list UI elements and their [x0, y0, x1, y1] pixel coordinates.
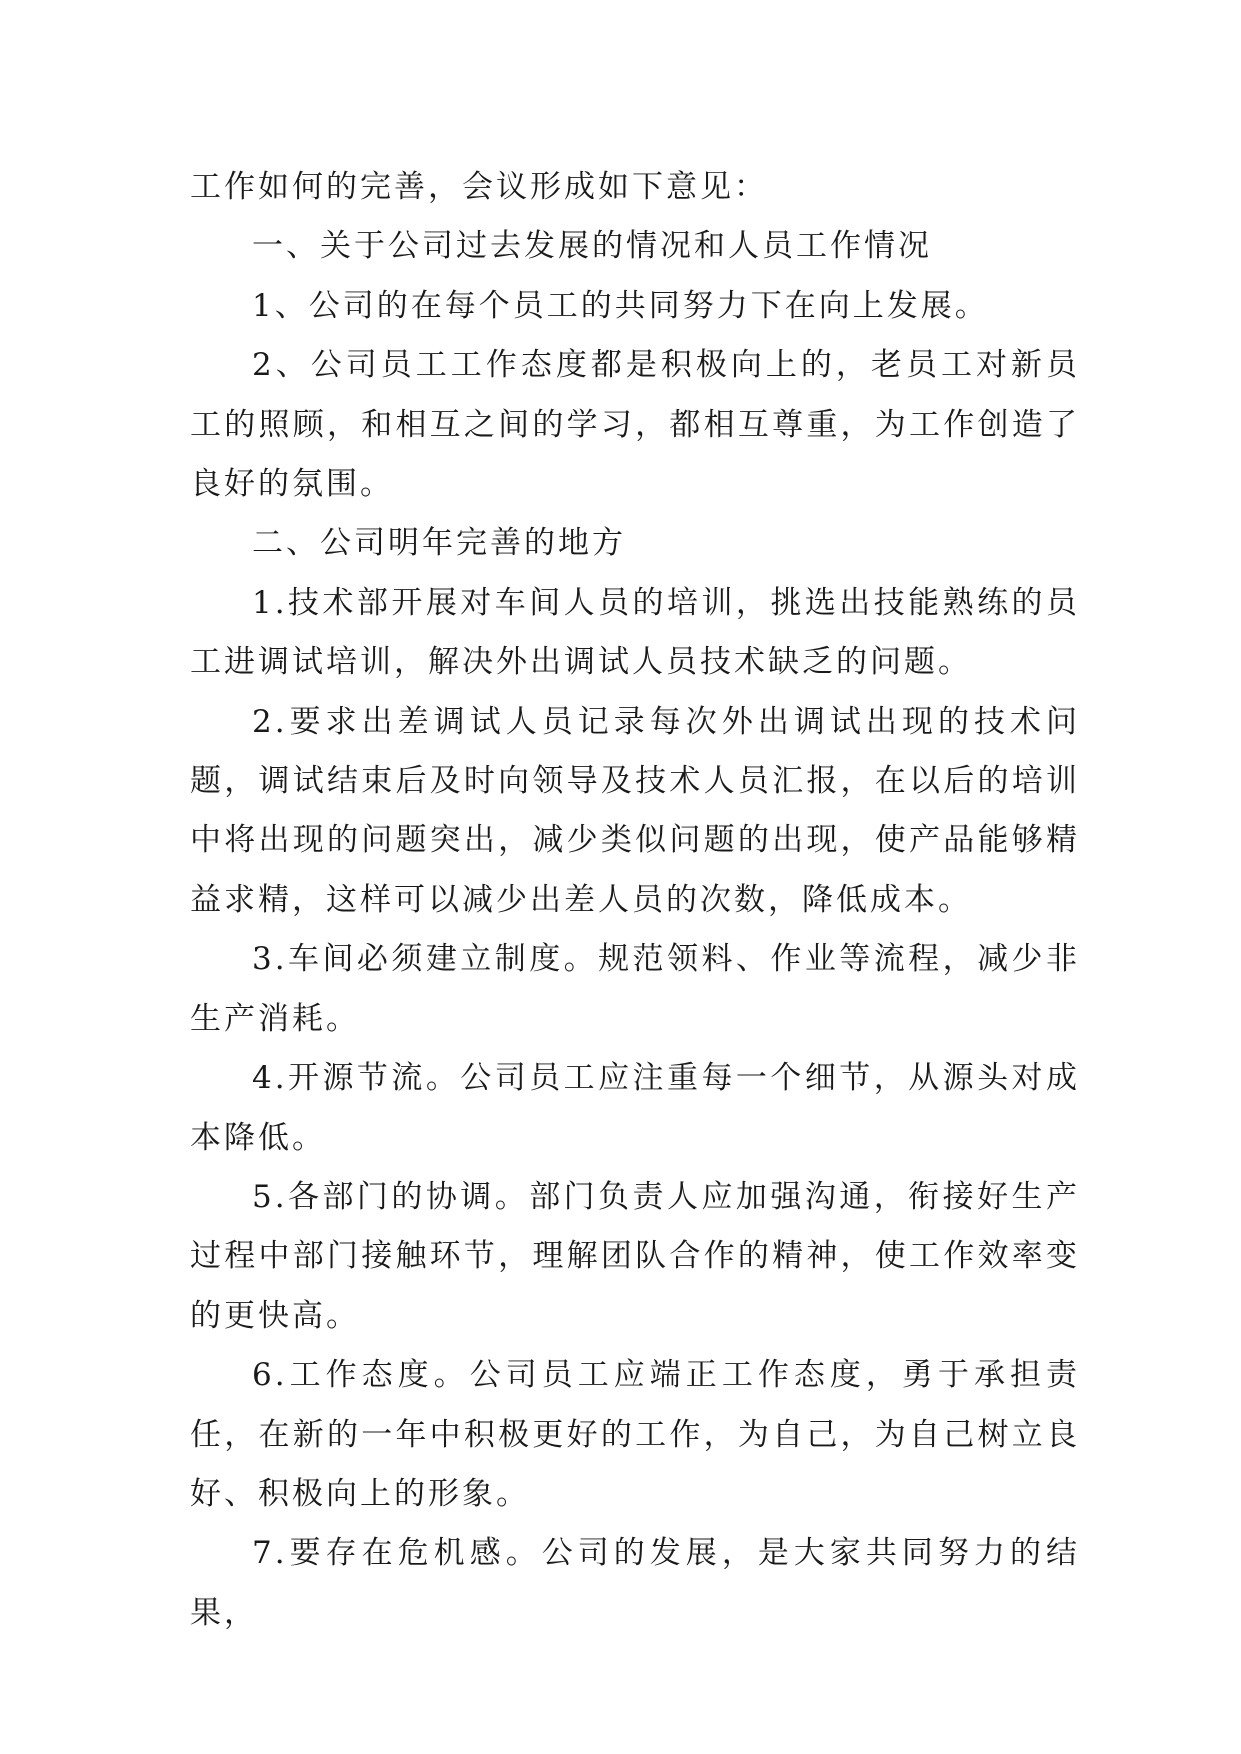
list-item-2-5: 5.各部门的协调。部门负责人应加强沟通，衔接好生产过程中部门接触环节，理解团队合作的精神，使工作效率变的更快高。 — [190, 1178, 1080, 1334]
list-item-1-2: 2、公司员工工作态度都是积极向上的，老员工对新员工的照顾，和相互之间的学习，都相互尊重，为工作创造了良好的氛围。 — [190, 347, 1080, 503]
document-body — [190, 158, 1080, 1643]
list-item-2-6: 6.工作态度。公司员工应端正工作态度，勇于承担责任，在新的一年中积极更好的工作，为自己，为自己树立良好、积极向上的形象。 — [190, 1357, 1080, 1512]
paragraph-intro: 工作如何的完善，会议形成如下意见： — [190, 169, 768, 205]
list-item-1-1: 1、公司的在每个员工的共同努力下在向上发展。 — [252, 287, 989, 324]
section-heading-2: 二、公司明年完善的地方 — [252, 525, 626, 562]
list-item-2-2: 2.要求出差调试人员记录每次外出调试出现的技术问题，调试结束后及时向领导及技术人员汇报，在以后的培训中将出现的问题突出，减少类似问题的出现，使产品能够精益求精，这样可以减少出差人员的次数，降低成本。 — [190, 703, 1080, 918]
list-item-2-4: 4.开源节流。公司员工应注重每一个细节，从源头对成本降低。 — [190, 1060, 1080, 1156]
list-item-2-7: 7.要存在危机感。公司的发展，是大家共同努力的结果， — [190, 1535, 1080, 1631]
list-item-2-1: 1.技术部开展对车间人员的培训，挑选出技能熟练的员工进调试培训，解决外出调试人员技术缺乏的问题。 — [190, 584, 1080, 681]
list-item-2-3: 3.车间必须建立制度。规范领料、作业等流程，减少非生产消耗。 — [190, 941, 1080, 1037]
section-heading-1: 一、关于公司过去发展的情况和人员工作情况 — [252, 228, 932, 265]
